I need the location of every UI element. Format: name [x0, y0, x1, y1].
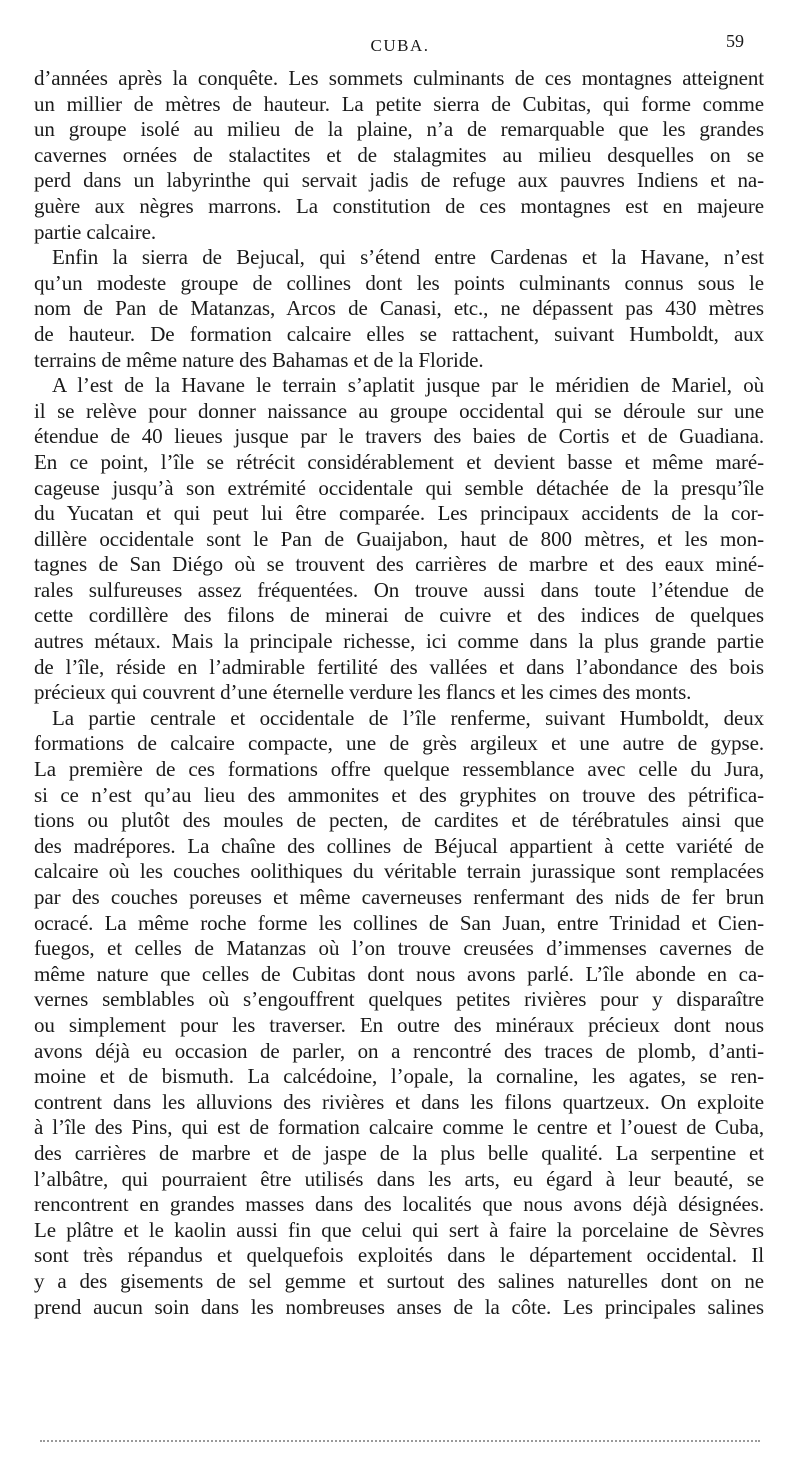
text-line: Le plâtre et le kaolin aussi fin que celui qui sert à faire la porcelaine de Sèvres: [34, 1217, 764, 1242]
text-line: l’albâtre, qui pourraient être utilisés dans les arts, eu égard à leur beauté, se: [34, 1166, 764, 1191]
text-line: même nature que celles de Cubitas dont nous avons parlé. L’île abonde en ca-: [34, 961, 764, 986]
bottom-rule: [40, 1440, 760, 1442]
text-line: d’années après la conquête. Les sommets culminants de ces montagnes atteignent: [34, 66, 764, 90]
page-header: [0, 28, 800, 58]
running-title: CUBA.: [370, 36, 430, 55]
text-line: un millier de mètres de hauteur. La petite sierra de Cubitas, qui forme comme: [34, 91, 764, 116]
text-line: formations de calcaire compacte, une de grès argileux et une autre de gypse.: [34, 731, 764, 756]
text-line: A l’est de la Havane le terrain s’aplatit jusque par le méridien de Mariel, où: [52, 373, 764, 398]
text-line: Enfin la sierra de Bejucal, qui s’étend entre Cardenas et la Havane, n’est: [52, 245, 764, 270]
text-line: par des couches poreuses et même caverneuses renfermant des nids de fer brun: [34, 885, 764, 909]
text-line: partie calcaire.: [34, 219, 156, 244]
body-text: [34, 66, 764, 1320]
text-line: cette cordillère des filons de minerai de cuivre et des indices de quelques: [34, 603, 764, 628]
text-line: ou simplement pour les traverser. En outre des minéraux précieux dont nous: [34, 1012, 764, 1037]
text-line: contrent dans les alluvions des rivières et dans les filons quartzeux. On exploite: [34, 1089, 764, 1114]
text-line: un groupe isolé au milieu de la plaine, n’a de remarquable que les grandes: [34, 117, 764, 142]
text-line: moine et de bismuth. La calcédoine, l’opale, la cornaline, les agates, se ren-: [34, 1064, 764, 1089]
text-line: terrains de même nature des Bahamas et de la Floride.: [34, 347, 484, 372]
text-line: des madrépores. La chaîne des collines de Béjucal appartient à cette variété de: [34, 833, 764, 858]
text-line: de hauteur. De formation calcaire elles se rattachent, suivant Humboldt, aux: [34, 321, 764, 346]
text-line: La partie centrale et occidentale de l’île renferme, suivant Humboldt, deux: [52, 705, 764, 730]
text-line: y a des gisements de sel gemme et surtout des salines naturelles dont on ne: [34, 1268, 764, 1293]
text-line: En ce point, l’île se rétrécit considérablement et devient basse et même maré-: [34, 449, 764, 474]
text-line: avons déjà eu occasion de parler, on a rencontré des traces de plomb, d’anti-: [34, 1038, 764, 1063]
text-line: étendue de 40 lieues jusque par le travers des baies de Cortis et de Guadiana.: [34, 424, 764, 449]
text-line: guère aux nègres marrons. La constitution de ces montagnes est en majeure: [34, 193, 764, 218]
text-line: perd dans un labyrinthe qui servait jadis de refuge aux pauvres Indiens et na-: [34, 168, 764, 193]
text-line: tions ou plutôt des moules de pecten, de cardites et de térébratules ainsi que: [34, 808, 764, 833]
text-line: sont très répandus et quelquefois exploités dans le département occidental. Il: [34, 1243, 764, 1268]
text-line: ocracé. La même roche forme les collines de San Juan, entre Trinidad et Cien-: [34, 910, 764, 935]
text-line: cageuse jusqu’à son extrémité occidentale qui semble détachée de la presqu’île: [34, 475, 764, 500]
text-line: des carrières de marbre et de jaspe de la plus belle qualité. La serpentine et: [34, 1140, 764, 1165]
text-line: nom de Pan de Matanzas, Arcos de Canasi, etc., ne dépassent pas 430 mètres: [34, 296, 764, 321]
text-line: à l’île des Pins, qui est de formation calcaire comme le centre et l’ouest de Cuba,: [34, 1115, 764, 1140]
text-line: dillère occidentale sont le Pan de Guaijabon, haut de 800 mètres, et les mon-: [34, 526, 764, 551]
text-line: autres métaux. Mais la principale richesse, ici comme dans la plus grande partie: [34, 629, 764, 654]
text-line: du Yucatan et qui peut lui être comparée. Les principaux accidents de la cor-: [34, 501, 764, 526]
text-line: qu’un modeste groupe de collines dont les points culminants connus sous le: [34, 270, 764, 295]
text-line: La première de ces formations offre quelque ressemblance avec celle du Jura,: [34, 757, 764, 782]
page-number: 59: [726, 31, 744, 51]
text-line: vernes semblables où s’engouffrent quelques petites rivières pour y disparaître: [34, 987, 764, 1012]
text-line: tagnes de San Diégo où se trouvent des carrières de marbre et des eaux miné-: [34, 552, 764, 577]
text-line: précieux qui couvrent d’une éternelle verdure les flancs et les cimes des monts.: [34, 680, 692, 705]
text-line: si ce n’est qu’au lieu des ammonites et des gryphites on trouve des pétrifica-: [34, 782, 764, 807]
text-line: rales sulfureuses assez fréquentées. On trouve aussi dans toute l’étendue de: [34, 577, 764, 602]
text-line: de l’île, réside en l’admirable fertilité des vallées et dans l’abondance des bois: [34, 654, 764, 679]
text-line: cavernes ornées de stalactites et de stalagmites au milieu desquelles on se: [34, 142, 764, 167]
text-line: rencontrent en grandes masses dans des localités que nous avons déjà désignées.: [34, 1192, 764, 1217]
text-line: il se relève pour donner naissance au groupe occidental qui se déroule sur une: [34, 398, 764, 423]
text-line: prend aucun soin dans les nombreuses anses de la côte. Les principales salines: [34, 1294, 764, 1319]
text-line: fuegos, et celles de Matanzas où l’on trouve creusées d’immenses cavernes de: [34, 936, 764, 961]
text-line: calcaire où les couches oolithiques du véritable terrain jurassique sont remplacées: [34, 859, 764, 884]
